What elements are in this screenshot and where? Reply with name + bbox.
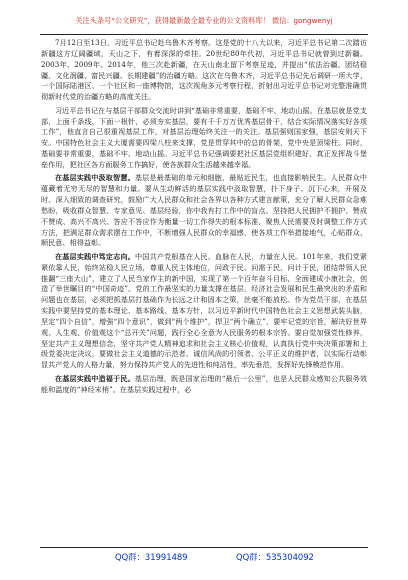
paragraph-2 (41, 106, 367, 171)
paragraph-lead: 在基层实践中造福于民。 (55, 373, 135, 383)
paragraph-5 (41, 374, 367, 396)
footer-divider (40, 547, 368, 548)
paragraph-text: 7月12日至13日，习近平总书记赴乌鲁木齐考察。这是党的十八大以来，习近平总书记第二次踏访新疆这方辽阔疆域，天山之下，有着深深的牵挂。20世纪80年代初，习近平总书记就曾到过新疆。2003年、2009年、2014年，他三次赴新疆，在天山南北留下考察足迹，并提出“依法治疆、团结稳疆、文化润疆、富民兴疆、长期建疆”的治疆方略。这次在乌鲁木齐，习近平总书记先后调研一所大学、一个国际陆港区、一个社区和一座博物馆，这次视角多元考察行程，折射出习近平总书记对完整准确贯彻新时代党的治疆方略的高度关注。 (41, 38, 367, 102)
header-banner: 关注头条号“公文研究”，获得最新最全最专业的公文资料库！ 微信：gongwenyj (75, 16, 333, 25)
paragraph-lead: 在基层实践中汲取智慧。 (55, 173, 135, 183)
paragraph-text: 基层治理，既是国家治理的“最后一公里”，也是人民群众感知公共服务效能和温度的“神经末梢”。在基层实践过程中，必 (41, 373, 367, 394)
qq-group-left: QQ群：31991489 (115, 552, 188, 562)
paragraph-text: 基层是最基础的单元和细胞，最贴近民生，也直接影响民生。人民群众中蕴藏着无穷无尽的智慧和力量。要从生动鲜活的基层实践中汲取智慧，扑下身子、沉下心来，开展及时、深入细致的调查研究，鼓励广大人民群众和社会各界以各种方式建言献策，充分了解人民群众急难愁盼，吸收群众智慧、专家意见、基层经验，你中我有打工作中的盲点。坚持把人民拥护不拥护、赞成不赞成、高兴不高兴、答应不答应作为衡量一切工作得失的根本标准，聚焦人民需要及时调整工作方式方法，把满足群众需求摆在工作中，不断增强人民群众的幸福感，使各项工作举措接地气，心贴群众、顺民意、相得益彰。 (41, 173, 367, 248)
paragraph-4 (41, 252, 367, 371)
paragraph-1 (41, 38, 367, 103)
header-divider (40, 34, 368, 35)
document-body (41, 38, 367, 398)
paragraph-text: 中国共产党根基在人民、血脉在人民，力量在人民。101年来，我们党紧紧依靠人民，始终站稳人民立场，尊重人民主体地位，问政于民、问需于民、问计于民，团结带领人民推翻“三座大山”，建立了人民当家作主的新中国，实现了第一个百年奋斗目标，全面建成小康社会，创造了举世瞩目的“中国奇迹”。党的工作最坚实的力量支撑在基层，经济社会发展和民生最突出的矛盾和问题也在基层，必须把抓基层打基础作为长远之计和固本之策，丝毫不能放松。作为党员干部，在基层实践中要坚持党的基本理论、基本路线、基本方针，以习近平新时代中国特色社会主义思想武装头脑，坚定“四个自信”，增强“四个意识”，做到“两个维护”，捍卫“两个确立”，要牢记党的宗旨，解决好世界观、人生观、价值观这个“总开关”问题，践行全心全意为人民服务的根本宗旨。要自觉加强党性修养，坚定共产主义理想信念，坚守共产党人精神追求和社会主义核心价值观，认真执行党中央决策部署和上级党委决定决议，要做社会主义道德的示范者、诚信风尚的引领者、公平正义的维护者，以实际行动彰显共产党人的人格力量，努力保持共产党人的先进性和纯洁性，率先垂范，发挥好先锋模范作用。 (41, 251, 367, 370)
qq-group-right: QQ群：535304092 (236, 552, 314, 562)
paragraph-text: 习近平总书记在与基层干部群众交流时讲到“基础非常重要，基础不牢、地动山摇。在基层就是党支部，上面千条线，下面一根针，必须夯实基层，要有千千万万优秀基层骨干，结合实际情况落实好各项工作”，他直言自己很重视基层工作，对基层治理始终关注一的关注。基层强则国家强，基层安则天下安。中国特色社会主义大厦需要四梁八柱来支撑，党是贯穿其中的总的骨架，党中央是顶梁柱。同时，基础要非常重要，基础不牢、地动山摇。习近平总书记强调要把社区基层党组织建好，真正发挥战斗堡垒作用，把社区各方面服务工作搞好，使各族群众生活越来越幸福。 (41, 105, 367, 169)
paragraph-3 (41, 173, 367, 249)
paragraph-lead: 在基层实践中笃定志向。 (55, 251, 136, 261)
